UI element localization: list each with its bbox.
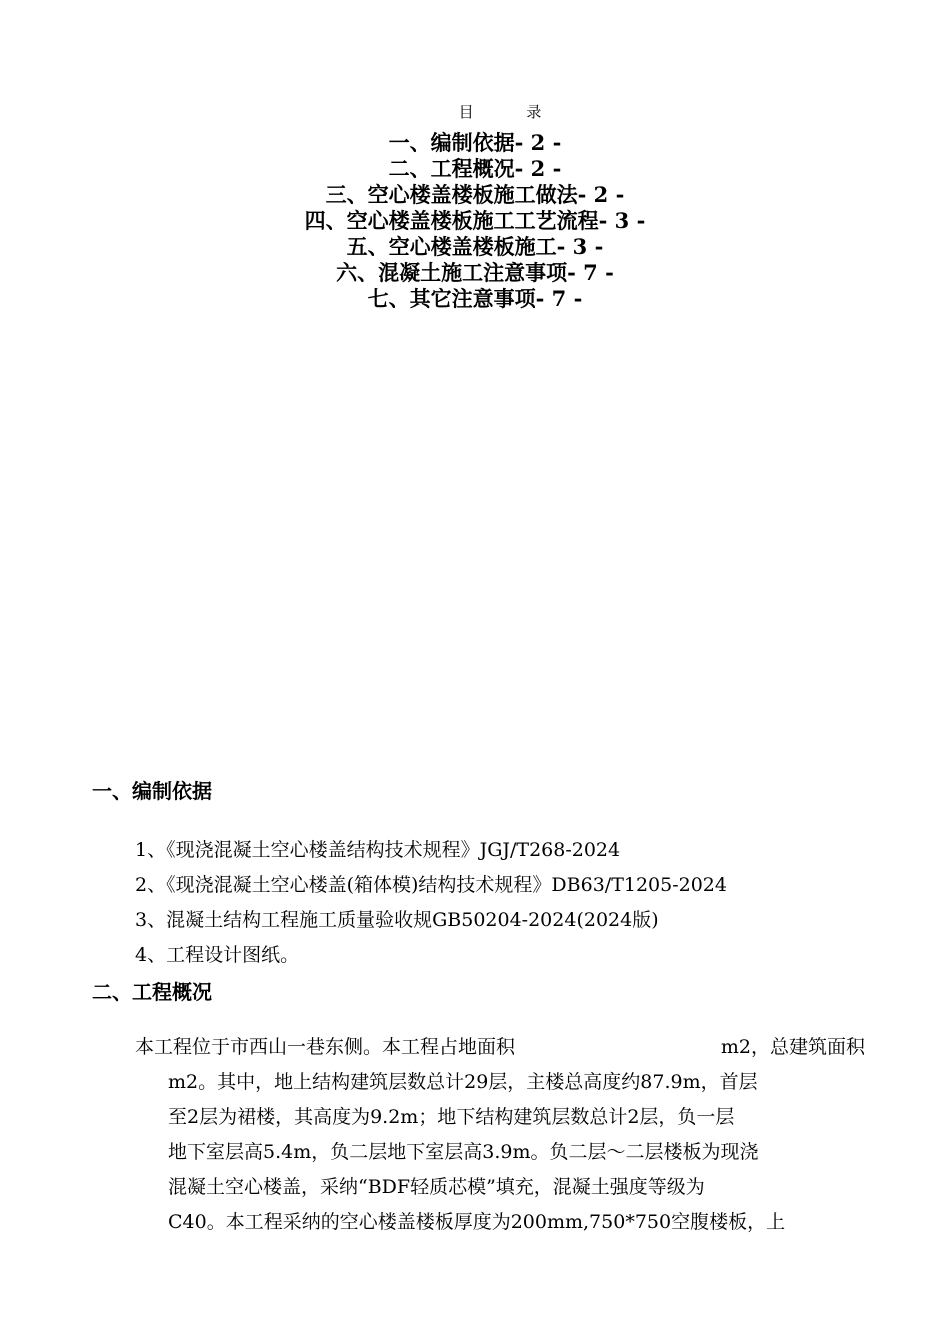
toc-list <box>0 130 950 312</box>
overview-paragraph <box>135 1030 865 1240</box>
toc-item[interactable]: 三、空心楼盖楼板施工做法- 2 - <box>325 182 625 207</box>
toc-title: 目 录 <box>458 103 566 121</box>
toc-item[interactable]: 五、空心楼盖楼板施工- 3 - <box>346 234 604 259</box>
overview-line <box>135 1030 865 1065</box>
toc-item[interactable]: 一、编制依据- 2 - <box>388 130 562 155</box>
overview-line: 混凝土空心楼盖，采纳“BDF轻质芯模”填充，混凝土强度等级为 <box>168 1176 705 1198</box>
basis-item: 1、《现浇混凝土空心楼盖结构技术规程》JGJ/T268-2024 <box>135 839 621 861</box>
section-heading-basis: 一、编制依据 <box>92 779 212 803</box>
toc-item[interactable]: 二、工程概况- 2 - <box>388 156 562 181</box>
overview-line-right: m2，总建筑面积 <box>720 1036 865 1058</box>
basis-list <box>135 833 727 973</box>
basis-item: 2、《现浇混凝土空心楼盖(箱体模)结构技术规程》DB63/T1205-2024 <box>135 874 727 896</box>
toc-item[interactable]: 六、混凝土施工注意事项- 7 - <box>336 260 614 285</box>
basis-item: 3、混凝土结构工程施工质量验收规GB50204-2024(2024版) <box>135 909 659 931</box>
basis-item: 4、工程设计图纸。 <box>135 944 300 966</box>
toc-item[interactable]: 四、空心楼盖楼板施工工艺流程- 3 - <box>304 208 646 233</box>
overview-line: 至2层为裙楼，其高度为9.2m；地下结构建筑层数总计2层，负一层 <box>168 1106 735 1128</box>
overview-line: 地下室层高5.4m，负二层地下室层高3.9m。负二层～二层楼板为现浇 <box>168 1141 759 1163</box>
overview-line: C40。本工程采纳的空心楼盖楼板厚度为200mm,750*750空腹楼板，上 <box>168 1211 786 1233</box>
overview-line: m2。其中，地上结构建筑层数总计29层，主楼总高度约87.9m，首层 <box>168 1071 758 1093</box>
toc-item[interactable]: 七、其它注意事项- 7 - <box>367 286 583 311</box>
overview-line-left: 本工程位于市西山一巷东侧。本工程占地面积 <box>135 1036 516 1058</box>
section-heading-overview: 二、工程概况 <box>92 980 212 1004</box>
